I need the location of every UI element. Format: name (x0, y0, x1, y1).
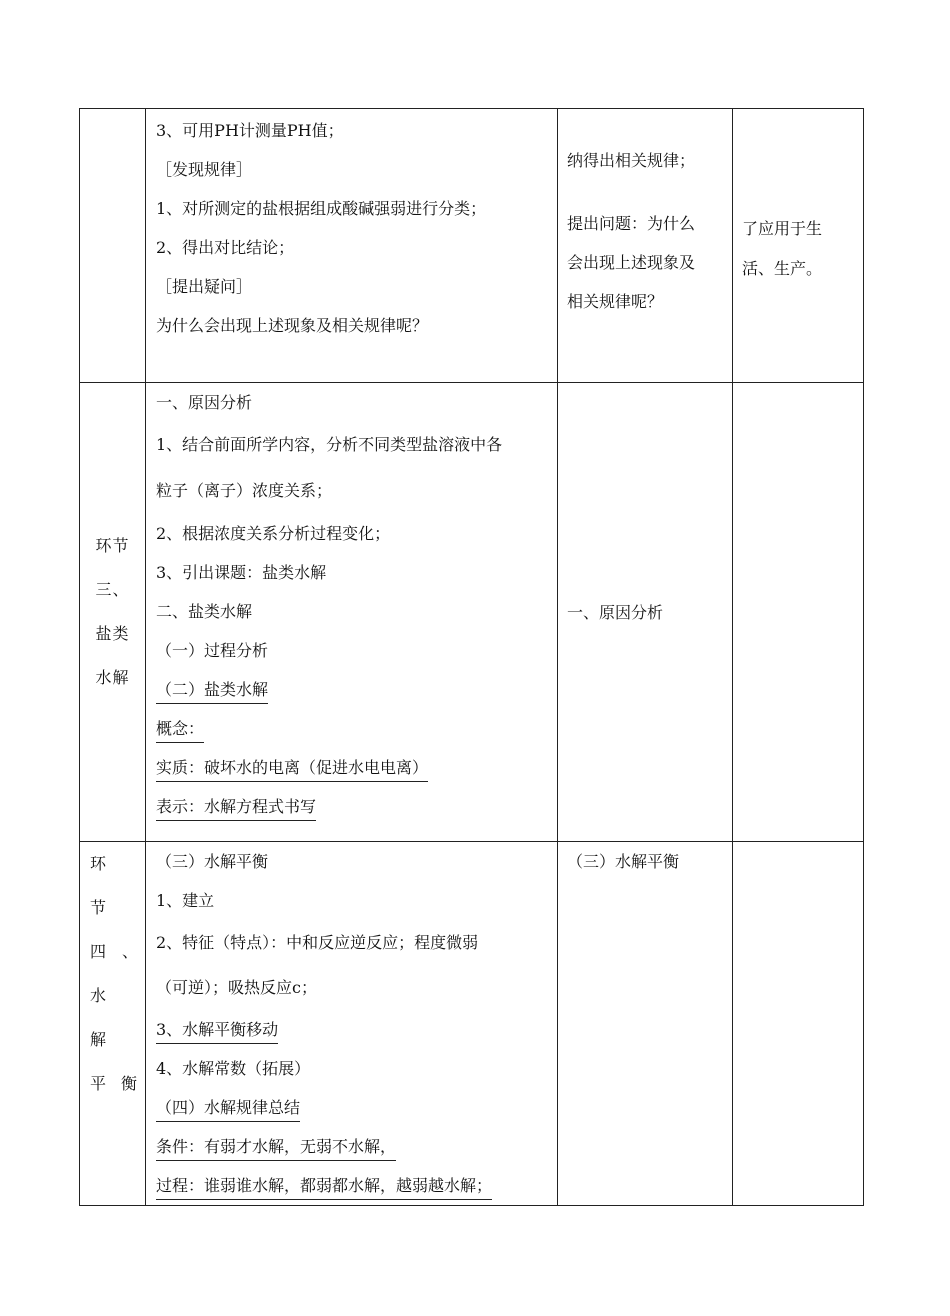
stage-line: 环 节 (90, 854, 123, 917)
table-row (80, 842, 864, 1206)
stage-cell (80, 842, 146, 1206)
content-line-underlined: 概念： (156, 716, 204, 743)
content-line: 3、可用PH计测量PH值； (156, 121, 344, 140)
teaching-content-cell (146, 109, 558, 383)
intent-line: 了应用于生 (742, 219, 823, 238)
student-activity-cell (558, 842, 733, 1206)
student-activity-cell (558, 109, 733, 383)
content-line: 二、盐类水解 (156, 602, 253, 621)
activity-line: 相关规律呢？ (567, 292, 664, 311)
content-line: 2、得出对比结论； (156, 238, 295, 257)
content-line-underlined: 条件：有弱才水解，无弱不水解， (156, 1134, 396, 1161)
lesson-plan-table (79, 108, 864, 1206)
content-line: 2、特征（特点）：中和反应逆反应；程度微弱 (156, 933, 479, 952)
activity-line: 会出现上述现象及 (567, 253, 696, 272)
activity-line: 一、原因分析 (567, 602, 664, 622)
stage-line: 环节 (95, 536, 130, 555)
teaching-content-cell (146, 842, 558, 1206)
stage-line: 水解 (95, 668, 130, 687)
content-line: 一、原因分析 (156, 393, 253, 412)
content-line: 粒子（离子）浓度关系； (156, 481, 333, 500)
content-line: 1、建立 (156, 891, 215, 910)
stage-cell (80, 383, 146, 842)
activity-line: （三）水解平衡 (567, 852, 680, 871)
table-row (80, 109, 864, 383)
content-line-underlined: 表示：水解方程式书写 (156, 794, 316, 821)
content-line: ［发现规律］ (156, 160, 253, 179)
content-line: ［提出疑问］ (156, 277, 253, 296)
content-line: （三）水解平衡 (156, 852, 269, 871)
content-line-underlined: 实质：破坏水的电离（促进水电电离） (156, 755, 428, 782)
stage-line: 四 、 (90, 942, 139, 961)
content-line: 3、引出课题：盐类水解 (156, 563, 327, 582)
design-intent-cell (733, 109, 864, 383)
activity-line: 提出问题：为什么 (567, 214, 696, 233)
stage-line: 三、 (95, 580, 130, 599)
stage-line: 盐类 (95, 624, 130, 643)
content-line-underlined: 3、水解平衡移动 (156, 1017, 278, 1044)
stage-cell (80, 109, 146, 383)
teaching-content-cell (146, 383, 558, 842)
content-line: 2、根据浓度关系分析过程变化； (156, 524, 391, 543)
content-line: 4、水解常数（拓展） (156, 1059, 311, 1078)
content-line-underlined: （四）水解规律总结 (156, 1095, 300, 1122)
content-line-underlined: （二）盐类水解 (156, 677, 268, 704)
content-line: （可逆）；吸热反应c； (156, 978, 317, 997)
stage-line: 水 解 (90, 986, 123, 1049)
content-line: 1、结合前面所学内容，分析不同类型盐溶液中各 (156, 435, 503, 454)
intent-line: 活、生产。 (742, 259, 823, 278)
table-row (80, 383, 864, 842)
design-intent-cell (733, 383, 864, 842)
activity-line: 纳得出相关规律； (567, 151, 696, 170)
content-line-underlined: 过程：谁弱谁水解，都弱都水解，越弱越水解； (156, 1173, 492, 1200)
design-intent-cell (733, 842, 864, 1206)
student-activity-cell (558, 383, 733, 842)
stage-line: 平衡 (90, 1074, 137, 1093)
content-line: 为什么会出现上述现象及相关规律呢？ (156, 316, 429, 335)
content-line: （一）过程分析 (156, 641, 269, 660)
content-line: 1、对所测定的盐根据组成酸碱强弱进行分类； (156, 199, 487, 218)
